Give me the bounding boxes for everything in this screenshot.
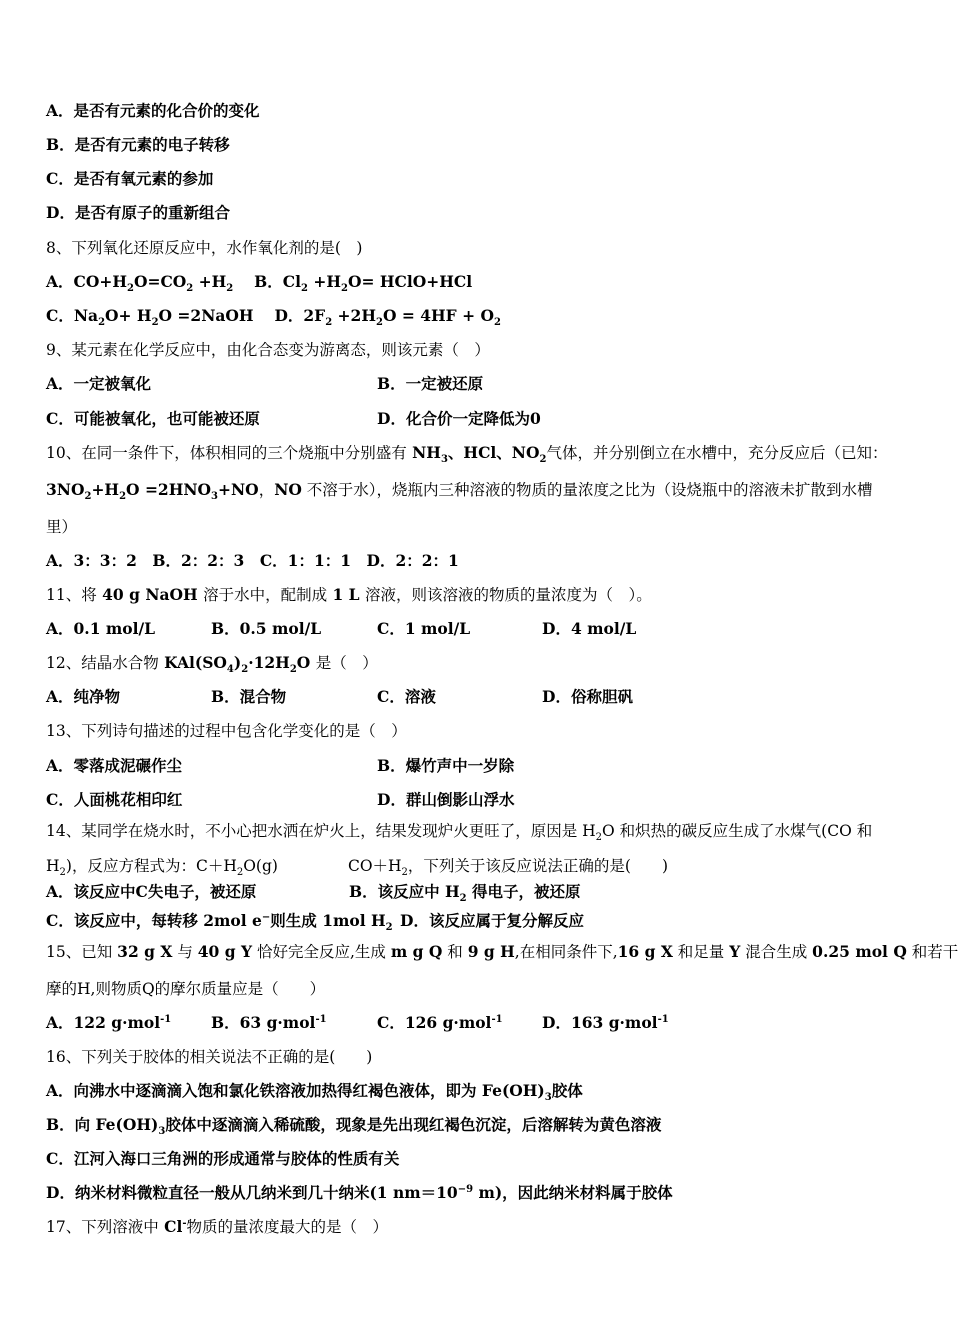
q9-option-a: A．一定被氧化 (46, 374, 152, 393)
q16-option-d: D．纳米材料微粒直径一般从几纳米到几十纳米(1 $nm=10^{-9}$ m)，因此纳米材料属于胶体 (46, 1183, 673, 1202)
q14-option-d: D．该反应属于复分解反应 (400, 911, 584, 930)
q15-option-a: A．122 g·mol$^{-1}$ (46, 1013, 172, 1032)
q9-stem: 9、某元素在化学反应中，由化合态变为游离态，则该元素（ ） (46, 341, 490, 359)
q13-option-a: A．零落成泥碾作尘 (46, 756, 183, 775)
q15-stem-line2: 摩的H,则物质Q的摩尔质量应是（ ） (46, 980, 326, 998)
q14-stem-line2: $H_2$)，反应方程式为：$C+H_2O(g)$ $CO+H_2$，下列关于该反应说法正确的是( ) (46, 857, 669, 879)
q9-option-c: C．可能被氧化，也可能被还原 (46, 409, 260, 428)
q15-stem-line1: 15、已知 32 g X 与 40 g Y 恰好完全反应,生成 m g Q 和 9 g H,在相同条件下,16 g X 和足量 Y 混合生成 0.25 mol Q 和若干 (46, 942, 958, 961)
q12-option-b: B．混合物 (211, 687, 287, 706)
q12-option-a: A．纯净物 (46, 687, 121, 706)
q16-option-b: B．向 $Fe(OH)_3$胶体中逐滴滴入稀硫酸，现象是先出现红褐色沉淀，后溶解转为黄色溶液 (46, 1115, 662, 1138)
q11-option-c: C．1 mol/L (377, 619, 471, 638)
q9-option-b: B．一定被还原 (377, 374, 484, 393)
q12-stem: 12、结晶水合物 $KAl(SO_4)_2\cdot 12H_2O$ 是（ ） (46, 653, 378, 676)
q7-option-d: D．是否有原子的重新组合 (46, 203, 230, 222)
q16-option-a: A．向沸水中逐滴滴入饱和氯化铁溶液加热得红褐色液体，即为 $Fe(OH)_3$胶体 (46, 1081, 583, 1104)
q7-option-a: A．是否有元素的化合价的变化 (46, 101, 260, 120)
q13-option-c: C．人面桃花相印红 (46, 790, 183, 809)
q11-stem: 11、将 40 g NaOH 溶于水中，配制成 1 L 溶液，则该溶液的物质的量浓度为（ ）。 (46, 585, 652, 604)
q12-option-c: C．溶液 (377, 687, 436, 706)
q16-stem: 16、下列关于胶体的相关说法不正确的是( ) (46, 1048, 373, 1066)
q8-stem: 8、下列氧化还原反应中，水作氧化剂的是( ) (46, 239, 363, 257)
q14-option-b: B．该反应中 $H_2$ 得电子，被还原 (349, 882, 581, 905)
q9-option-d: D．化合价一定降低为0 (377, 409, 541, 428)
q17-stem: 17、下列溶液中 Cl-物质的量浓度最大的是（ ） (46, 1217, 389, 1236)
q12-option-d: D．俗称胆矾 (542, 687, 633, 706)
q15-option-b: B．63 g·mol$^{-1}$ (211, 1013, 327, 1032)
q7-option-c: C．是否有氧元素的参加 (46, 169, 214, 188)
q11-option-b: B．0.5 mol/L (211, 619, 322, 638)
q13-option-d: D．群山倒影山浮水 (377, 790, 515, 809)
q8-options-ab: A．$CO+H_2O=CO_2 +H_2$ B．$Cl_2 +H_2O=$ HClO+HCl (46, 272, 473, 295)
q11-option-d: D．4 mol/L (542, 619, 637, 638)
q7-option-b: B．是否有元素的电子转移 (46, 135, 230, 154)
q16-option-c: C．江河入海口三角洲的形成通常与胶体的性质有关 (46, 1149, 400, 1168)
q10-stem-line3: 里） (46, 518, 78, 536)
q15-option-c: C．126 g·mol$^{-1}$ (377, 1013, 503, 1032)
q14-option-c: C．该反应中，每转移 2mol e−则生成 1mol $H_2$ (46, 911, 393, 934)
q15-option-d: D．163 g·mol$^{-1}$ (542, 1013, 669, 1032)
q11-option-a: A．0.1 mol/L (46, 619, 156, 638)
q13-option-b: B．爆竹声中一岁除 (377, 756, 515, 775)
q10-options: A．3：3：2 B．2：2：3 C．1：1：1 D．2：2：1 (46, 551, 459, 570)
q10-stem-line2: $3NO_2+H_2O =2HNO_3+NO$，NO 不溶于水），烧瓶内三种溶液的物质的量浓度之比为（设烧瓶中的溶液未扩散到水槽 (46, 480, 873, 503)
q14-stem-line1: 14、某同学在烧水时，不小心把水洒在炉火上，结果发现炉火更旺了，原因是 $H_2O$ 和炽热的碳反应生成了水煤气(CO 和 (46, 822, 873, 844)
q10-stem-line1: 10、在同一条件下，体积相同的三个烧瓶中分别盛有 $NH_3$、HCl、$NO_2$气体，并分别倒立在水槽中，充分反应后（已知： (46, 443, 888, 466)
q8-options-cd: C．$Na_2O+ H_2O$ =2NaOH D．$2F_2 +2H_2O = 4HF + O_2$ (46, 306, 501, 329)
q13-stem: 13、下列诗句描述的过程中包含化学变化的是（ ） (46, 722, 407, 740)
q14-option-a: A．该反应中C失电子，被还原 (46, 882, 257, 901)
